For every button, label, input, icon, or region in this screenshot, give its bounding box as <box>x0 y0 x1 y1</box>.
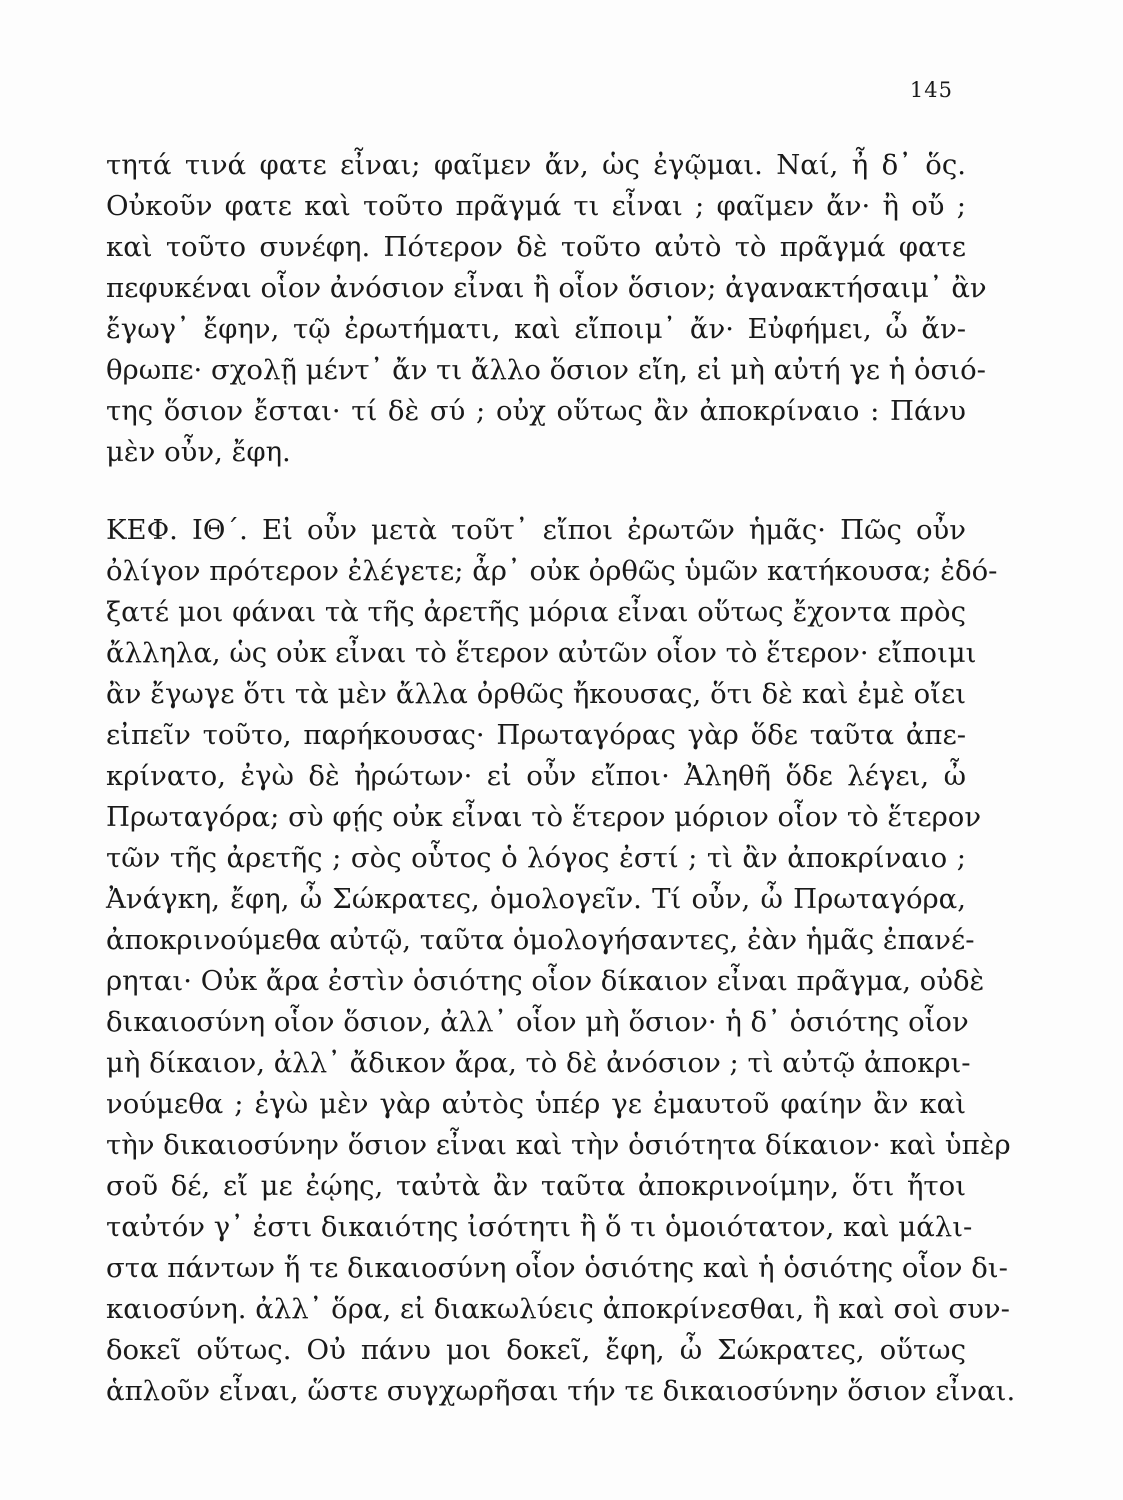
paragraph <box>106 510 1016 1412</box>
text-line: θρωπε· σχολῇ μέντ᾽ ἄν τι ἄλλο ὅσιον εἴη, εἰ μὴ αὐτή γε ἡ ὁσιό- <box>106 354 986 386</box>
text-line: της ὅσιον ἔσται· τί δὲ σύ ; οὐχ οὕτως ἂν ἀποκρίναιο : Πάνυ <box>106 395 966 427</box>
text-line: δοκεῖ οὕτως. Οὐ πάνυ μοι δοκεῖ, ἔφη, ὦ Σώκρατες, οὕτως <box>106 1334 966 1366</box>
text-line: ἁπλοῦν εἶναι, ὥστε συγχωρῆσαι τήν τε δικαιοσύνην ὅσιον εἶναι. <box>106 1375 1016 1407</box>
text-line: τῶν τῆς ἀρετῆς ; σὸς οὗτος ὁ λόγος ἐστί ; τὶ ἂν ἀποκρίναιο ; <box>106 842 966 874</box>
text-block <box>106 145 1016 1412</box>
text-line: σοῦ δέ, εἴ με ἐῴης, ταὐτὰ ἂν ταῦτα ἀποκρινοίμην, ὅτι ἤτοι <box>106 1170 966 1202</box>
text-line: μὴ δίκαιον, ἀλλ᾽ ἄδικον ἄρα, τὸ δὲ ἀνόσιον ; τὶ αὐτῷ ἀποκρι- <box>106 1047 971 1079</box>
chapter-line: ΚΕΦ. ΙΘ΄. Εἰ οὖν μετὰ τοῦτ᾽ εἴποι ἐρωτῶν ἡμᾶς· Πῶς οὖν <box>106 514 966 546</box>
text-line: νούμεθα ; ἐγὼ μὲν γὰρ αὐτὸς ὑπέρ γε ἐμαυτοῦ φαίην ἂν καὶ <box>106 1088 966 1120</box>
text-line: πεφυκέναι οἷον ἀνόσιον εἶναι ἢ οἷον ὅσιον; ἀγανακτήσαιμ᾽ ἂν <box>106 272 987 304</box>
text-line: ξατέ μοι φάναι τὰ τῆς ἀρετῆς μόρια εἶναι οὕτως ἔχοντα πρὸς <box>106 596 966 628</box>
text-line: ὀλίγον πρότερον ἐλέγετε; ἆρ᾽ οὐκ ὀρθῶς ὑμῶν κατήκουσα; ἐδό- <box>106 555 998 587</box>
text-line: ἄλληλα, ὡς οὐκ εἶναι τὸ ἕτερον αὐτῶν οἷον τὸ ἕτερον· εἴποιμι <box>106 637 977 669</box>
text-line: δικαιοσύνη οἷον ὅσιον, ἀλλ᾽ οἷον μὴ ὅσιον· ἡ δ᾽ ὁσιότης οἷον <box>106 1006 969 1038</box>
text-line: τὴν δικαιοσύνην ὅσιον εἶναι καὶ τὴν ὁσιότητα δίκαιον· καὶ ὑπὲρ <box>106 1129 1011 1161</box>
text-line: στα πάντων ἥ τε δικαιοσύνη οἷον ὁσιότης καὶ ἡ ὁσιότης οἷον δι- <box>106 1252 1008 1284</box>
text-line: ἂν ἔγωγε ὅτι τὰ μὲν ἄλλα ὀρθῶς ἤκουσας, ὅτι δὲ καὶ ἐμὲ οἴει <box>106 678 966 710</box>
text-line: Οὐκοῦν φατε καὶ τοῦτο πρᾶγμά τι εἶναι ; φαῖμεν ἄν· ἢ οὔ ; <box>106 190 966 222</box>
text-line: ἀποκρινούμεθα αὐτῷ, ταῦτα ὁμολογήσαντες, ἐὰν ἡμᾶς ἐπανέ- <box>106 924 975 956</box>
text-line: καιοσύνη. ἀλλ᾽ ὅρα, εἰ διακωλύεις ἀποκρίνεσθαι, ἢ καὶ σοὶ συν- <box>106 1293 1010 1325</box>
text-line: μὲν οὖν, ἔφη. <box>106 436 291 468</box>
text-line: τητά τινά φατε εἶναι; φαῖμεν ἄν, ὡς ἐγῷμαι. Ναί, ἦ δ᾽ ὅς. <box>106 149 966 181</box>
text-line: εἰπεῖν τοῦτο, παρήκουσας· Πρωταγόρας γὰρ ὅδε ταῦτα ἀπε- <box>106 719 966 751</box>
text-line: Πρωταγόρα; σὺ φῄς οὐκ εἶναι τὸ ἕτερον μόριον οἷον τὸ ἕτερον <box>106 801 982 833</box>
text-line: καὶ τοῦτο συνέφη. Πότερον δὲ τοῦτο αὐτὸ τὸ πρᾶγμά φατε <box>106 231 966 263</box>
paragraph <box>106 145 987 473</box>
text-line: κρίνατο, ἐγὼ δὲ ἠρώτων· εἰ οὖν εἴποι· Ἀληθῆ ὅδε λέγει, ὦ <box>106 760 966 792</box>
text-line: Ἀνάγκη, ἔφη, ὦ Σώκρατες, ὁμολογεῖν. Τί οὖν, ὦ Πρωταγόρα, <box>106 883 966 915</box>
text-line: ρηται· Οὐκ ἄρα ἐστὶν ὁσιότης οἷον δίκαιον εἶναι πρᾶγμα, οὐδὲ <box>106 965 985 997</box>
text-line: ταὐτόν γ᾽ ἐστι δικαιότης ἰσότητι ἢ ὅ τι ὁμοιότατον, καὶ μάλι- <box>106 1211 973 1243</box>
text-line: ἔγωγ᾽ ἔφην, τῷ ἐρωτήματι, καὶ εἴποιμ᾽ ἄν· Εὐφήμει, ὦ ἄν- <box>106 313 966 345</box>
paragraph-gap <box>106 473 966 510</box>
page-number: 145 <box>909 78 953 102</box>
